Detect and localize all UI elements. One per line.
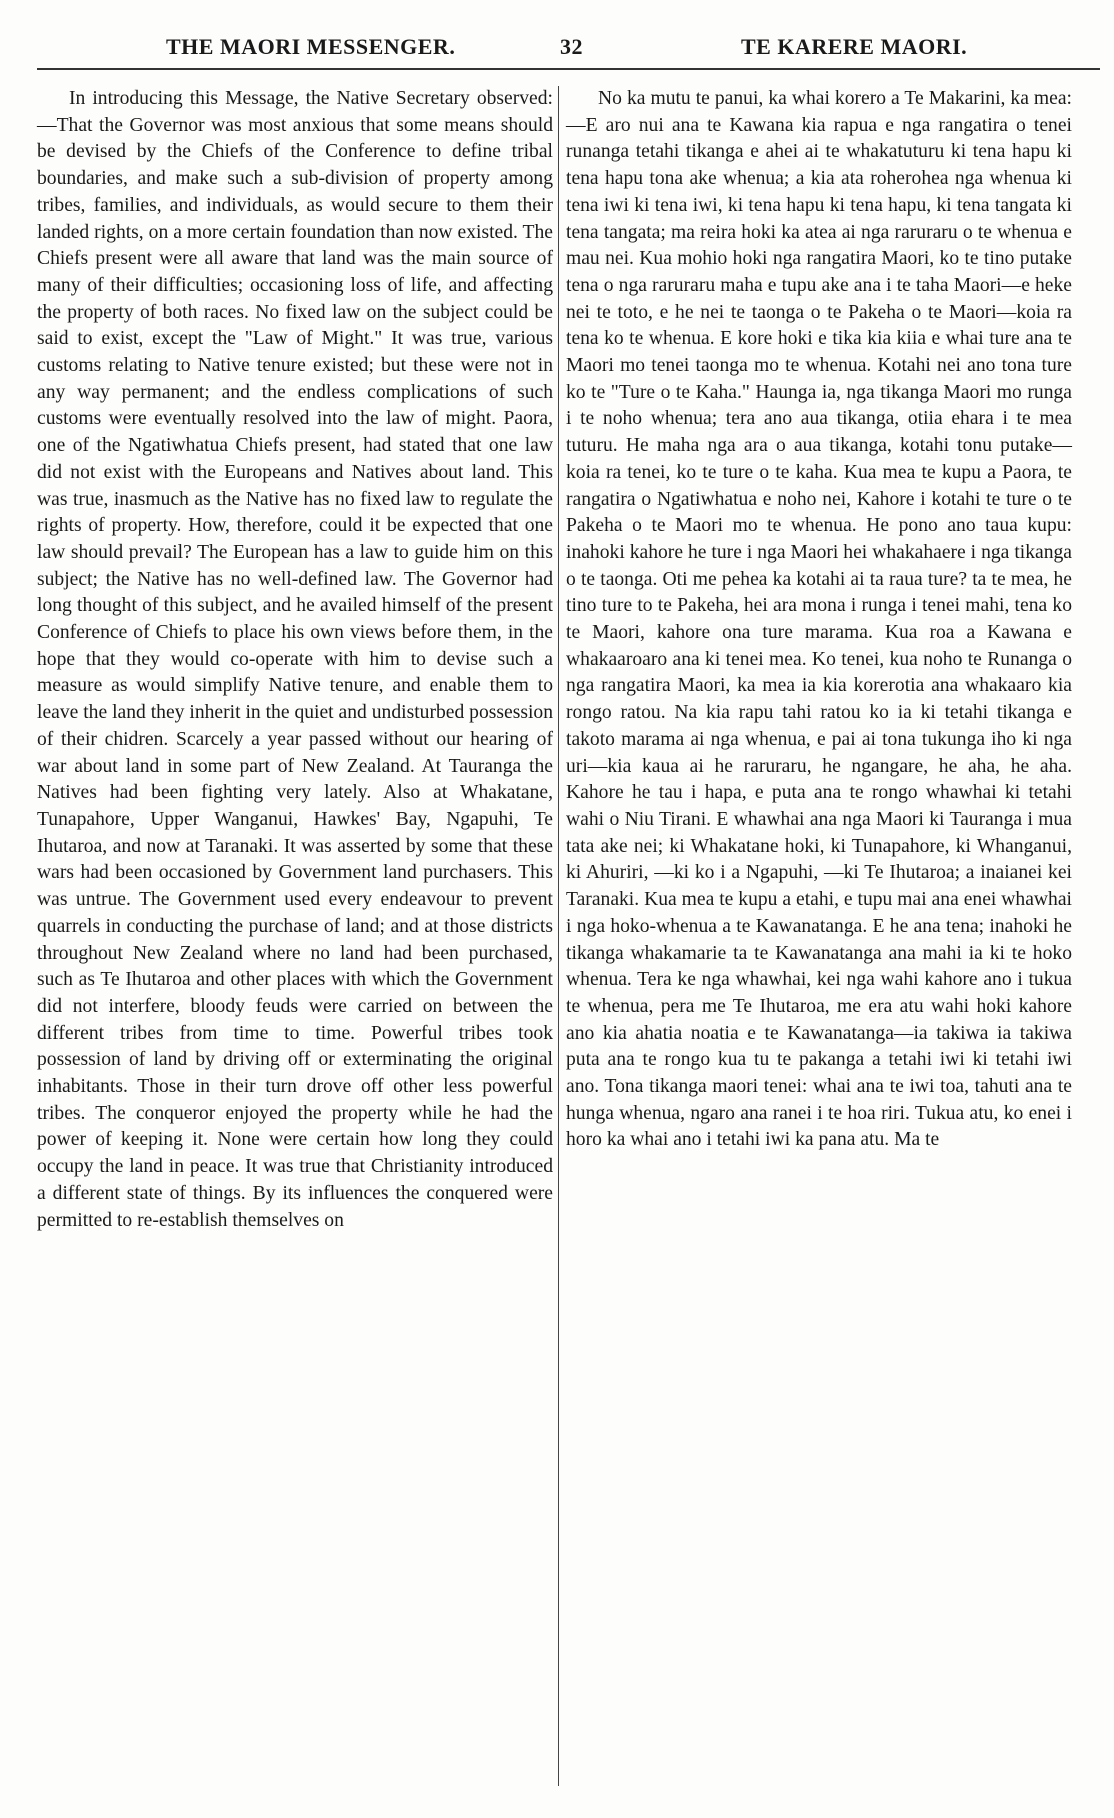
column-divider — [558, 86, 559, 1786]
maori-paragraph: No ka mutu te panui, ka whai korero a Te Makarini, ka mea:—E aro nui ana te Kawana kia rapua e nga rangatira o tenei runanga tetahi tikanga e ahei ai te whakatuturu ki tena hapu ki tena hapu tona ake whenua; a kia ata roherohea nga whenua ki tena iwi ki tena iwi, ki tena hapu ki tena hapu, ki tena tangata ki tena tangata; ma reira hoki ka atea ai nga raruraru o te whenua e mau nei. Kua mohio hoki nga rangatira Maori, ko te tino putake tena o nga raruraru maha e tupu ake ana i te taha Maori—e heke nei te toto, e he nei te taonga o te Pakeha o te Maori—koia ra tena ko te whenua. E kore hoki e tika kia kiia e whai ture ana te Maori mo tenei taonga mo te whenua. Kotahi nei ano tona ture ko te "Ture o te Kaha." Haunga ia, nga tikanga Maori mo runga i te noho whenua; tera ano aua tikanga, otiia ehara i te mea tuturu. He maha nga ara o aua tikanga, kotahi tonu putake—koia ra tenei, ko te ture o te kaha. Kua mea te kupu a Paora, te rangatira o Ngatiwhatua e noho nei, Kahore i kotahi te ture o te Pakeha o te Maori mo te whenua. He pono ano taua kupu: inahoki kahore he ture i nga Maori hei whakahaere i nga tikanga o te taonga. Oti me pehea ka kotahi ai ta raua ture? ta te mea, he tino ture to te Pakeha, hei ara mona i runga i tenei mahi, tena ko te Maori, kahore ona ture marama. Kua roa a Kawana e whakaaroaro ana ki tenei mea. Ko tenei, kua noho te Runanga o nga rangatira Maori, ka mea ia kia korerotia ana whakaaro kia rongo ratou. Na kia rapu tahi ratou ko ia ki tetahi tikanga e takoto marama ai nga whenua, e pai ai tona tukunga iho ki nga uri—kia kaua ai he raruraru, he ngangare, he aha, he aha. Kahore he tau i hapa, e puta ana te rongo whawhai ki tetahi wahi o Niu Tirani. E whawhai ana nga Maori ki Tauranga i mua tata ake nei; ki Whakatane hoki, ki Tunapahore, ki Whanganui, ki Ahuriri, —ki ko i a Ngapuhi, —ki Te Ihutaroa; a inaianei kei Taranaki. Kua mea te kupu a etahi, e tupu mai ana enei whawhai i nga hoko-whenua a te Kawanatanga. E he ana tena; inahoki he tikanga whakamarie ta te Kawanatanga ana mahi ia ki te hoko whenua. Tera ke nga whawhai, kei nga wahi kahore ano i tukua te whenua, pera me Te Ihutaroa, me era atu wahi hoki kahore ano kia ahatia noatia e te Kawanatanga—ia takiwa ia takiwa puta ana te rongo kua tu te pakanga a tetahi iwi ki tetahi iwi ano. Tona tikanga maori tenei: whai ana te iwi toa, tahuti ana te hunga whenua, ngaro ana ranei i te hoa riri. Tukua atu, ko enei i horo ka whai ano i tetahi iwi ka pana atu. Ma te — [566, 88, 1072, 1151]
english-paragraph: In introducing this Message, the Native Secretary observed:—That the Governor was most anxious that some means should be devised by the Chiefs of the Conference to define tribal boundaries, and make such a sub-division of property among tribes, families, and individuals, as would secure to them their landed rights, on a more certain foundation than now existed. The Chiefs present were all aware that land was the main source of many of their difficulties; occasioning loss of life, and affecting the property of both races. No fixed law on the subject could be said to exist, except the "Law of Might." It was true, various customs relating to Native tenure existed; but these were not in any way permanent; and the endless complications of such customs were eventually resolved into the law of might. Paora, one of the Ngatiwhatua Chiefs present, had stated that one law did not exist with the Europeans and Natives about land. This was true, inasmuch as the Native has no fixed law to regulate the rights of property. How, therefore, could it be expected that one law should prevail? The European has a law to guide him on this subject; the Native has no well-defined law. The Governor had long thought of this subject, and he availed himself of the present Conference of Chiefs to place his own views before them, in the hope that they would co-operate with him to devise such a measure as would simplify Native tenure, and enable them to leave the land they inherit in the quiet and undisturbed possession of their chidren. Scarcely a year passed without our hearing of war about land in some part of New Zealand. At Tauranga the Natives had been fighting very lately. Also at Whakatane, Tunapahore, Upper Wanganui, Hawkes' Bay, Ngapuhi, Te Ihutaroa, and now at Taranaki. It was asserted by some that these wars had been occasioned by Government land purchasers. This was untrue. The Government used every endeavour to prevent quarrels in conducting the purchase of land; and at those districts throughout New Zealand where no land had been purchased, such as Te Ihutaroa and other places with which the Government did not interfere, bloody feuds were carried on between the different tribes from time to time. Powerful tribes took possession of land by driving off or exterminating the original inhabitants. Those in their turn drove off other less powerful tribes. The conqueror enjoyed the property while he had the power of keeping it. None were certain how long they could occupy the land in peace. It was true that Christianity introduced a different state of things. By its influences the conquered were permitted to re-establish themselves on — [37, 88, 553, 1231]
maori-title: TE KARERE MAORI. — [741, 34, 968, 59]
header-rule — [37, 68, 1100, 70]
english-column — [37, 86, 553, 1234]
english-title: THE MAORI MESSENGER. — [166, 34, 456, 59]
page-number: 32 — [560, 34, 583, 59]
maori-column — [566, 86, 1072, 1154]
page-header — [30, 26, 1090, 60]
